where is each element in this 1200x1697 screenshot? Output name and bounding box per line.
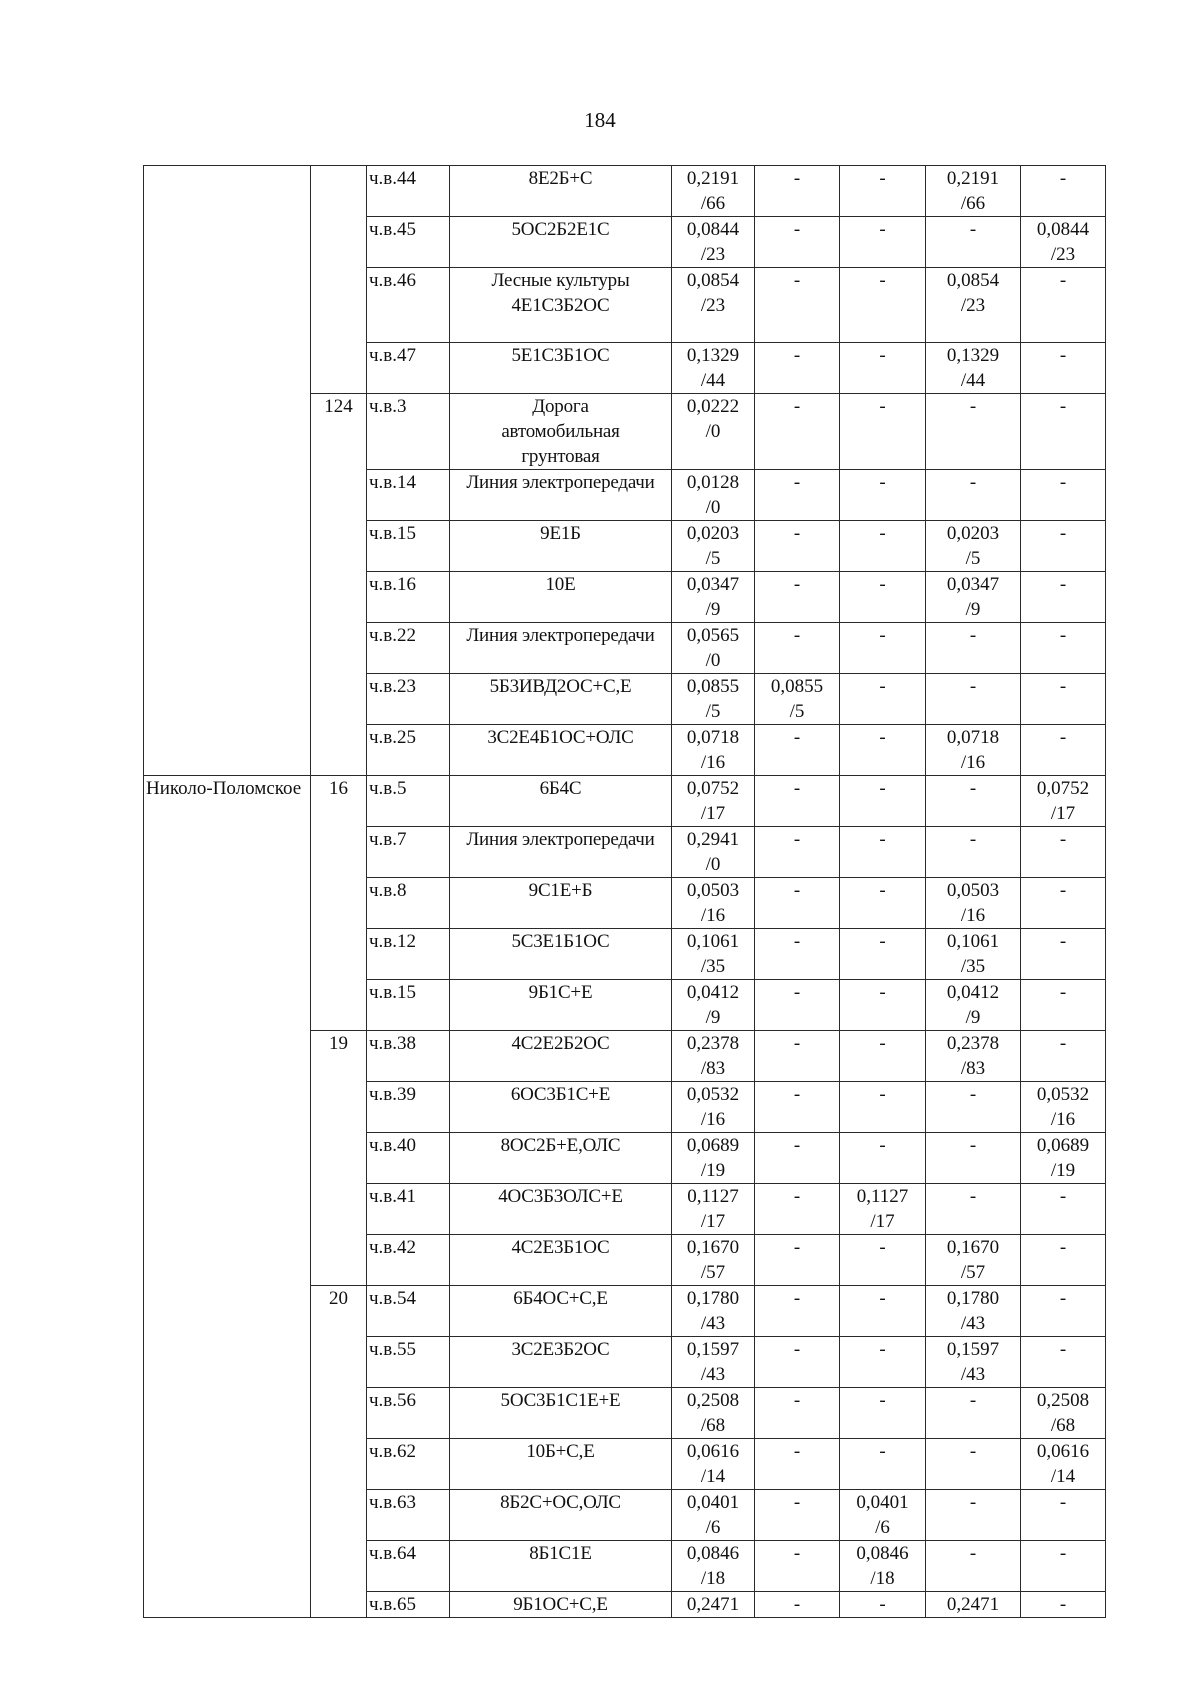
area-col-2-cell: - <box>840 268 926 343</box>
area-total-cell: 0,0412 /9 <box>672 980 755 1031</box>
composition-cell: 4ОС3Б3ОЛС+Е <box>450 1184 672 1235</box>
area-col-4-cell: - <box>1021 343 1106 394</box>
area-col-1-cell: - <box>755 521 840 572</box>
area-col-1-cell: - <box>755 1439 840 1490</box>
area-col-3-cell: - <box>926 1388 1021 1439</box>
area-col-4-cell: - <box>1021 1541 1106 1592</box>
area-col-4-cell: - <box>1021 827 1106 878</box>
composition-cell: 8ОС2Б+Е,ОЛС <box>450 1133 672 1184</box>
composition-cell: 10Е <box>450 572 672 623</box>
composition-cell: Линия электропередачи <box>450 827 672 878</box>
quarter-cell: 19 <box>311 1031 367 1286</box>
area-col-4-cell: - <box>1021 268 1106 343</box>
area-col-1-cell: - <box>755 1337 840 1388</box>
area-col-1-cell: - <box>755 572 840 623</box>
area-col-3-cell: - <box>926 623 1021 674</box>
area-total-cell: 0,0846 /18 <box>672 1541 755 1592</box>
area-col-2-cell: - <box>840 1286 926 1337</box>
plot-cell: ч.в.64 <box>367 1541 450 1592</box>
area-col-3-cell: - <box>926 1184 1021 1235</box>
area-col-4-cell: - <box>1021 1235 1106 1286</box>
area-col-3-cell: 0,1780 /43 <box>926 1286 1021 1337</box>
area-col-2-cell: - <box>840 1592 926 1618</box>
area-col-3-cell: 0,1597 /43 <box>926 1337 1021 1388</box>
area-col-3-cell: - <box>926 470 1021 521</box>
plot-cell: ч.в.23 <box>367 674 450 725</box>
area-col-1-cell: - <box>755 1592 840 1618</box>
area-col-3-cell: - <box>926 674 1021 725</box>
area-col-4-cell: - <box>1021 1337 1106 1388</box>
area-total-cell: 0,1597 /43 <box>672 1337 755 1388</box>
area-col-1-cell: - <box>755 623 840 674</box>
area-col-2-cell: 0,0846 /18 <box>840 1541 926 1592</box>
plot-cell: ч.в.45 <box>367 217 450 268</box>
area-col-3-cell: 0,2378 /83 <box>926 1031 1021 1082</box>
area-col-2-cell: - <box>840 521 926 572</box>
area-col-1-cell: - <box>755 1031 840 1082</box>
area-col-2-cell: - <box>840 623 926 674</box>
area-total-cell: 0,1061 /35 <box>672 929 755 980</box>
plot-cell: ч.в.8 <box>367 878 450 929</box>
area-col-4-cell: - <box>1021 572 1106 623</box>
plot-cell: ч.в.54 <box>367 1286 450 1337</box>
area-total-cell: 0,0203 /5 <box>672 521 755 572</box>
area-col-1-cell: - <box>755 394 840 470</box>
area-col-3-cell: 0,1670 /57 <box>926 1235 1021 1286</box>
area-col-2-cell: - <box>840 674 926 725</box>
area-col-2-cell: - <box>840 725 926 776</box>
area-total-cell: 0,2378 /83 <box>672 1031 755 1082</box>
area-col-4-cell: - <box>1021 929 1106 980</box>
composition-cell: 6Б4С <box>450 776 672 827</box>
area-total-cell: 0,0565 /0 <box>672 623 755 674</box>
composition-cell: 4С2Е3Б1ОС <box>450 1235 672 1286</box>
plot-cell: ч.в.63 <box>367 1490 450 1541</box>
area-col-3-cell: - <box>926 1541 1021 1592</box>
area-total-cell: 0,1780 /43 <box>672 1286 755 1337</box>
area-col-4-cell: 0,0616 /14 <box>1021 1439 1106 1490</box>
area-col-4-cell: 0,2508 /68 <box>1021 1388 1106 1439</box>
area-col-3-cell: 0,0412 /9 <box>926 980 1021 1031</box>
area-total-cell: 0,0128 /0 <box>672 470 755 521</box>
area-col-1-cell: - <box>755 1286 840 1337</box>
area-col-4-cell: - <box>1021 725 1106 776</box>
area-col-1-cell: 0,0855 /5 <box>755 674 840 725</box>
area-total-cell: 0,1670 /57 <box>672 1235 755 1286</box>
composition-cell: 6ОС3Б1С+Е <box>450 1082 672 1133</box>
area-total-cell: 0,0347 /9 <box>672 572 755 623</box>
area-col-1-cell: - <box>755 166 840 217</box>
composition-cell: Лесные культуры 4Е1С3Б2ОС <box>450 268 672 343</box>
plot-cell: ч.в.16 <box>367 572 450 623</box>
area-col-2-cell: - <box>840 1337 926 1388</box>
area-col-4-cell: - <box>1021 878 1106 929</box>
area-col-1-cell: - <box>755 1541 840 1592</box>
area-col-2-cell: - <box>840 929 926 980</box>
area-col-4-cell: - <box>1021 470 1106 521</box>
composition-cell: 8Б2С+ОС,ОЛС <box>450 1490 672 1541</box>
area-col-4-cell: - <box>1021 1184 1106 1235</box>
area-col-1-cell: - <box>755 1235 840 1286</box>
forestry-cell: Николо-Поломское <box>144 776 311 1618</box>
area-col-4-cell: - <box>1021 980 1106 1031</box>
area-total-cell: 0,0718 /16 <box>672 725 755 776</box>
area-col-2-cell: - <box>840 394 926 470</box>
area-col-2-cell: - <box>840 776 926 827</box>
composition-cell: 3С2Е3Б2ОС <box>450 1337 672 1388</box>
area-total-cell: 0,0844 /23 <box>672 217 755 268</box>
forestry-cell <box>144 166 311 776</box>
plot-cell: ч.в.15 <box>367 521 450 572</box>
area-col-2-cell: - <box>840 980 926 1031</box>
area-col-3-cell: 0,1061 /35 <box>926 929 1021 980</box>
plot-cell: ч.в.15 <box>367 980 450 1031</box>
area-col-3-cell: 0,0347 /9 <box>926 572 1021 623</box>
area-col-4-cell: - <box>1021 394 1106 470</box>
plot-cell: ч.в.14 <box>367 470 450 521</box>
area-col-3-cell: 0,1329 /44 <box>926 343 1021 394</box>
composition-cell: 8Е2Б+С <box>450 166 672 217</box>
forest-plots-table <box>143 165 1106 1618</box>
area-col-4-cell: - <box>1021 521 1106 572</box>
composition-cell: 9Е1Б <box>450 521 672 572</box>
area-col-3-cell: - <box>926 394 1021 470</box>
area-col-4-cell: 0,0532 /16 <box>1021 1082 1106 1133</box>
plot-cell: ч.в.40 <box>367 1133 450 1184</box>
plot-cell: ч.в.38 <box>367 1031 450 1082</box>
area-col-1-cell: - <box>755 217 840 268</box>
plot-cell: ч.в.55 <box>367 1337 450 1388</box>
composition-cell: 9С1Е+Б <box>450 878 672 929</box>
area-col-3-cell: 0,0854 /23 <box>926 268 1021 343</box>
plot-cell: ч.в.41 <box>367 1184 450 1235</box>
plot-cell: ч.в.62 <box>367 1439 450 1490</box>
area-col-2-cell: - <box>840 572 926 623</box>
composition-cell: 6Б4ОС+С,Е <box>450 1286 672 1337</box>
area-col-3-cell: 0,0718 /16 <box>926 725 1021 776</box>
area-total-cell: 0,2941 /0 <box>672 827 755 878</box>
area-col-4-cell: 0,0844 /23 <box>1021 217 1106 268</box>
area-total-cell: 0,2191 /66 <box>672 166 755 217</box>
plot-cell: ч.в.47 <box>367 343 450 394</box>
composition-cell: 5ОС3Б1С1Е+Е <box>450 1388 672 1439</box>
area-col-1-cell: - <box>755 980 840 1031</box>
plot-cell: ч.в.25 <box>367 725 450 776</box>
plot-cell: ч.в.39 <box>367 1082 450 1133</box>
area-total-cell: 0,0689 /19 <box>672 1133 755 1184</box>
area-col-2-cell: - <box>840 1388 926 1439</box>
area-col-2-cell: - <box>840 343 926 394</box>
area-col-1-cell: - <box>755 1184 840 1235</box>
area-col-2-cell: - <box>840 1439 926 1490</box>
area-total-cell: 0,0616 /14 <box>672 1439 755 1490</box>
area-col-4-cell: - <box>1021 674 1106 725</box>
area-col-2-cell: - <box>840 1031 926 1082</box>
area-col-4-cell: - <box>1021 1592 1106 1618</box>
area-col-2-cell: - <box>840 470 926 521</box>
area-total-cell: 0,1329 /44 <box>672 343 755 394</box>
area-col-1-cell: - <box>755 929 840 980</box>
composition-cell: 3С2Е4Б1ОС+ОЛС <box>450 725 672 776</box>
area-total-cell: 0,0752 /17 <box>672 776 755 827</box>
plot-cell: ч.в.44 <box>367 166 450 217</box>
area-total-cell: 0,0222 /0 <box>672 394 755 470</box>
quarter-cell: 20 <box>311 1286 367 1618</box>
area-col-3-cell: - <box>926 1490 1021 1541</box>
area-col-3-cell: - <box>926 1439 1021 1490</box>
area-col-2-cell: - <box>840 878 926 929</box>
area-total-cell: 0,2471 <box>672 1592 755 1618</box>
area-col-3-cell: 0,2191 /66 <box>926 166 1021 217</box>
composition-cell: Линия электропередачи <box>450 470 672 521</box>
area-col-2-cell: - <box>840 827 926 878</box>
quarter-cell: 124 <box>311 394 367 776</box>
plot-cell: ч.в.42 <box>367 1235 450 1286</box>
area-col-2-cell: - <box>840 217 926 268</box>
area-col-1-cell: - <box>755 268 840 343</box>
composition-cell: 8Б1С1Е <box>450 1541 672 1592</box>
composition-cell: Линия электропередачи <box>450 623 672 674</box>
plot-cell: ч.в.3 <box>367 394 450 470</box>
area-col-1-cell: - <box>755 827 840 878</box>
area-col-2-cell: - <box>840 1082 926 1133</box>
area-col-4-cell: - <box>1021 1490 1106 1541</box>
composition-cell: 5Б3ИВД2ОС+С,Е <box>450 674 672 725</box>
table-row <box>144 776 1106 827</box>
area-total-cell: 0,0855 /5 <box>672 674 755 725</box>
table-row <box>144 166 1106 217</box>
area-total-cell: 0,0503 /16 <box>672 878 755 929</box>
area-col-2-cell: - <box>840 1133 926 1184</box>
area-col-1-cell: - <box>755 1388 840 1439</box>
area-col-4-cell: 0,0752 /17 <box>1021 776 1106 827</box>
plot-cell: ч.в.46 <box>367 268 450 343</box>
plot-cell: ч.в.56 <box>367 1388 450 1439</box>
composition-cell: 4С2Е2Б2ОС <box>450 1031 672 1082</box>
composition-cell: 5Е1С3Б1ОС <box>450 343 672 394</box>
area-col-3-cell: - <box>926 1133 1021 1184</box>
area-total-cell: 0,0401 /6 <box>672 1490 755 1541</box>
area-col-1-cell: - <box>755 1490 840 1541</box>
composition-cell: 9Б1ОС+С,Е <box>450 1592 672 1618</box>
area-total-cell: 0,2508 /68 <box>672 1388 755 1439</box>
area-col-4-cell: 0,0689 /19 <box>1021 1133 1106 1184</box>
area-col-1-cell: - <box>755 1082 840 1133</box>
area-col-3-cell: - <box>926 827 1021 878</box>
area-col-3-cell: 0,0203 /5 <box>926 521 1021 572</box>
composition-cell: 10Б+С,Е <box>450 1439 672 1490</box>
area-total-cell: 0,0532 /16 <box>672 1082 755 1133</box>
plot-cell: ч.в.65 <box>367 1592 450 1618</box>
area-col-1-cell: - <box>755 878 840 929</box>
plot-cell: ч.в.22 <box>367 623 450 674</box>
area-col-1-cell: - <box>755 1133 840 1184</box>
area-col-2-cell: - <box>840 166 926 217</box>
quarter-cell: 16 <box>311 776 367 1031</box>
area-col-3-cell: - <box>926 217 1021 268</box>
composition-cell: 5ОС2Б2Е1С <box>450 217 672 268</box>
area-col-1-cell: - <box>755 725 840 776</box>
area-col-4-cell: - <box>1021 166 1106 217</box>
area-col-3-cell: 0,0503 /16 <box>926 878 1021 929</box>
area-col-2-cell: - <box>840 1235 926 1286</box>
area-col-3-cell: 0,2471 <box>926 1592 1021 1618</box>
area-col-3-cell: - <box>926 776 1021 827</box>
area-total-cell: 0,0854 /23 <box>672 268 755 343</box>
plot-cell: ч.в.5 <box>367 776 450 827</box>
area-col-3-cell: - <box>926 1082 1021 1133</box>
composition-cell: 9Б1С+Е <box>450 980 672 1031</box>
area-col-4-cell: - <box>1021 623 1106 674</box>
composition-cell: Дорога автомобильная грунтовая <box>450 394 672 470</box>
area-col-1-cell: - <box>755 470 840 521</box>
area-col-4-cell: - <box>1021 1286 1106 1337</box>
plot-cell: ч.в.7 <box>367 827 450 878</box>
area-col-1-cell: - <box>755 776 840 827</box>
area-total-cell: 0,1127 /17 <box>672 1184 755 1235</box>
plot-cell: ч.в.12 <box>367 929 450 980</box>
area-col-4-cell: - <box>1021 1031 1106 1082</box>
area-col-2-cell: 0,1127 /17 <box>840 1184 926 1235</box>
composition-cell: 5С3Е1Б1ОС <box>450 929 672 980</box>
table-body <box>144 166 1106 1618</box>
page-number: 184 <box>584 108 616 132</box>
area-col-1-cell: - <box>755 343 840 394</box>
area-col-2-cell: 0,0401 /6 <box>840 1490 926 1541</box>
quarter-cell <box>311 166 367 394</box>
